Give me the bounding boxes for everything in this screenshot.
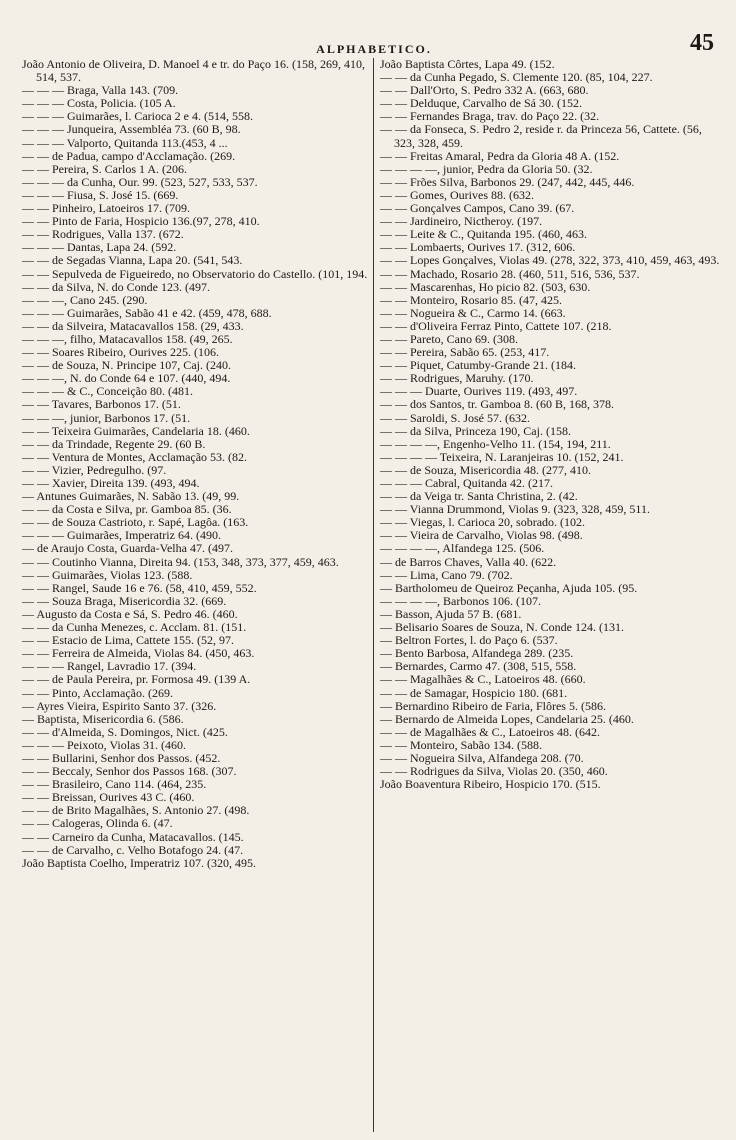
running-title: ALPHABETICO. [316,42,432,56]
directory-entry: — — Coutinho Vianna, Direita 94. (153, 348, 373, 377, 459, 463. [22,554,339,569]
directory-entry: — — de Souza, N. Principe 107, Caj. (240. [22,358,231,373]
directory-entry: — — —, filho, Matacavallos 158. (49, 265. [22,331,233,346]
directory-entry: — de Barros Chaves, Valla 40. (622. [380,554,557,569]
page-header [22,14,726,58]
directory-entry: — — Nogueira Silva, Alfandega 208. (70. [380,750,584,765]
directory-entry: — — Leite & C., Quitanda 195. (460, 463. [380,227,587,242]
directory-entry: — — Guimarães, Violas 123. (588. [22,567,193,582]
directory-entry: — Bernardes, Carmo 47. (308, 515, 558. [380,659,577,674]
directory-entry: — — — Braga, Valla 143. (709. [22,83,179,98]
directory-entry: — — — Cabral, Quitanda 42. (217. [380,476,553,490]
directory-entry: — — Rodrigues, Maruhy. (170. [380,371,534,386]
directory-entry: — — — Dantas, Lapa 24. (592. [22,240,177,255]
directory-entry: — — Tavares, Barbonos 17. (51. [22,397,181,412]
directory-entry: — — Ferreira de Almeida, Violas 84. (450, 463. [22,646,255,661]
directory-entry: — — —, Cano 245. (290. [22,292,148,307]
directory-entry: — — Rodrigues, Valla 137. (672. [22,227,184,242]
directory-entry: — — Pereira, S. Carlos 1 A. (206. [22,161,187,176]
directory-entry: — — — Guimarães, l. Carioca 2 e 4. (514, 558. [22,109,253,124]
directory-entry: João Baptista Côrtes, Lapa 49. (152. [380,58,555,71]
directory-entry: — de Araujo Costa, Guarda-Velha 47. (497. [22,541,233,556]
directory-entry: — — Mascarenhas, Ho picio 82. (503, 630. [380,279,591,294]
directory-entry: — Bernardo de Almeida Lopes, Candelaria 25. (460. [380,711,634,726]
directory-entry: — — d'Oliveira Ferraz Pinto, Cattete 107. (218. [380,318,612,333]
directory-entry: — Bernardino Ribeiro de Faria, Flôres 5. (586. [380,698,606,713]
directory-entry: — — da Costa e Silva, pr. Gamboa 85. (36. [22,502,232,517]
directory-entry: — — de Segadas Vianna, Lapa 20. (541, 543. [22,253,243,268]
directory-entry: — Beltron Fortes, l. do Paço 6. (537. [380,633,558,648]
directory-entry: — Ayres Vieira, Espirito Santo 37. (326. [22,698,217,713]
directory-entry: — — — Guimarães, Imperatriz 64. (490. [22,528,221,543]
directory-entry: — — — da Cunha, Our. 99. (523, 527, 533, 537. [22,174,258,189]
directory-entry: — — da Silva, Princeza 190, Caj. (158. [380,423,571,438]
directory-entry: — — Soares Ribeiro, Ourives 225. (106. [22,345,219,360]
directory-entry: — — Gomes, Ourives 88. (632. [380,187,534,202]
directory-entry: — — — Peixoto, Violas 31. (460. [22,737,187,752]
directory-entry: — — — Fiusa, S. José 15. (669. [22,187,179,202]
directory-entry: — — Monteiro, Rosario 85. (47, 425. [380,292,562,307]
directory-entry: — Belisario Soares de Souza, N. Conde 124. (131. [380,620,624,635]
directory-entry: — — —, junior, Barbonos 17. (51. [22,410,191,425]
directory-entry: — — Pinheiro, Latoeiros 17. (709. [22,201,190,216]
directory-entry: — — de Paula Pereira, pr. Formosa 49. (139 A. [22,672,251,687]
directory-entry: — — Saroldi, S. José 57. (632. [380,410,530,425]
directory-entry: — — — —, Barbonos 106. (107. [380,593,541,608]
directory-entry: — — — —, Engenho-Velho 11. (154, 194, 211. [380,436,611,451]
directory-entry: — — Lopes Gonçalves, Violas 49. (278, 322, 373, 410, 459, 463, 493. [380,253,720,268]
directory-entry: — — Brasileiro, Cano 114. (464, 235. [22,777,207,792]
directory-entry: — — Delduque, Carvalho de Sá 30. (152. [380,96,582,111]
right-column [374,58,725,1132]
directory-entry: — — — Valporto, Quitanda 113.(453, 4 ... [22,135,228,150]
directory-entry: — — Estacio de Lima, Cattete 155. (52, 97. [22,633,234,648]
directory-entry: — — Piquet, Catumby-Grande 21. (184. [380,358,576,373]
directory-entry: — — Freitas Amaral, Pedra da Gloria 48 A. (152. [380,148,620,163]
directory-entry: — — de Samagar, Hospicio 180. (681. [380,685,568,700]
directory-entry: — — da Cunha Pegado, S. Clemente 120. (85, 104, 227. [380,70,653,85]
directory-entry: — — Monteiro, Sabão 134. (588. [380,737,542,752]
directory-entry: — — Machado, Rosario 28. (460, 511, 516, 536, 537. [380,266,640,281]
directory-entry: — — de Souza Castrioto, r. Sapé, Lagôa. (163. [22,515,249,530]
directory-entry: — — Lima, Cano 79. (702. [380,567,513,582]
directory-entry: — — Lombaerts, Ourives 17. (312, 606. [380,240,576,255]
directory-entry: — — Teixeira Guimarães, Candelaria 18. (460. [22,423,250,438]
directory-entry: — — — —, junior, Pedra da Gloria 50. (32. [380,161,593,176]
directory-entry: — — de Padua, campo d'Acclamação. (269. [22,148,236,163]
directory-entry: — — — Junqueira, Assembléa 73. (60 B, 98. [22,122,241,137]
directory-entry: — — Vieira de Carvalho, Violas 98. (498. [380,528,583,543]
directory-entry: — Basson, Ajuda 57 B. (681. [380,606,522,621]
directory-entry: — — da Silva, N. do Conde 123. (497. [22,279,210,294]
directory-entry: — — Beccaly, Senhor dos Passos 168. (307. [22,764,237,779]
directory-entry: — — Sepulveda de Figueiredo, no Observatorio do Castello. (101, 194. [22,266,368,281]
directory-entry: João Baptista Coelho, Imperatriz 107. (320, 495. [22,855,256,870]
directory-entry: — — Pinto de Faria, Hospicio 136.(97, 278, 410. [22,214,260,229]
directory-entry: — — Vianna Drummond, Violas 9. (323, 328, 459, 511. [380,502,650,517]
directory-entry: — — Xavier, Direita 139. (493, 494. [22,476,200,490]
directory-entry: — — Nogueira & C., Carmo 14. (663. [380,305,566,320]
directory-entry: — — de Magalhães & C., Latoeiros 48. (642. [380,724,600,739]
directory-entry: — — Pareto, Cano 69. (308. [380,331,518,346]
directory-entry: — — Bullarini, Senhor dos Passos. (452. [22,750,221,765]
directory-entry: — — Frões Silva, Barbonos 29. (247, 442, 445, 446. [380,174,635,189]
left-column [22,58,373,1132]
directory-entry: — — Fernandes Braga, trav. do Paço 22. (32. [380,109,600,124]
directory-entry: — Bento Barbosa, Alfandega 289. (235. [380,646,574,661]
directory-entry: — — de Souza, Misericordia 48. (277, 410. [380,462,591,477]
directory-entry: — — — Rangel, Lavradio 17. (394. [22,659,197,674]
directory-entry: — — d'Almeida, S. Domingos, Nict. (425. [22,724,228,739]
directory-entry: — — Calogeras, Olinda 6. (47. [22,816,173,831]
directory-entry: — — — Costa, Policia. (105 A. [22,96,176,111]
directory-entry: — — — Duarte, Ourives 119. (493, 497. [380,384,578,399]
directory-entry: — — Pereira, Sabão 65. (253, 417. [380,345,550,360]
directory-entry: — — Vizier, Pedregulho. (97. [22,462,167,477]
directory-entry: — — Viegas, l. Carioca 20, sobrado. (102. [380,515,586,530]
directory-entry: — — da Silveira, Matacavallos 158. (29, 433. [22,318,244,333]
directory-entry: — — Jardineiro, Nictheroy. (197. [380,214,543,229]
directory-entry: — — Pinto, Acclamação. (269. [22,685,173,700]
directory-entry: João Antonio de Oliveira, D. Manoel 4 e tr. do Paço 16. (158, 269, 410, 514, 537. [22,58,365,85]
directory-entry: — Baptista, Misericordia 6. (586. [22,711,184,726]
page-number: 45 [690,30,714,56]
directory-entry: — — de Brito Magalhães, S. Antonio 27. (498. [22,803,250,818]
directory-entry: — Antunes Guimarães, N. Sabão 13. (49, 99. [22,489,240,504]
directory-entry: — — da Fonseca, S. Pedro 2, reside r. da Princeza 56, Cattete. (56, 323, 328, 459. [380,122,702,150]
directory-entry: — — Gonçalves Campos, Cano 39. (67. [380,201,575,216]
directory-entry: — — da Veiga tr. Santa Christina, 2. (42. [380,489,578,504]
directory-entry: — — da Cunha Menezes, c. Acclam. 81. (151. [22,620,247,635]
directory-entry: — — Rodrigues da Silva, Violas 20. (350, 460. [380,764,608,779]
directory-entry: — — Ventura de Montes, Acclamação 53. (82. [22,449,248,464]
directory-entry: — — —, N. do Conde 64 e 107. (440, 494. [22,371,231,386]
directory-entry: — — — Guimarães, Sabão 41 e 42. (459, 478, 688. [22,305,272,320]
directory-entry: — — Rangel, Saude 16 e 76. (58, 410, 459, 552. [22,580,257,595]
directory-entry: — — Souza Braga, Misericordia 32. (669. [22,593,227,608]
directory-entry: — Augusto da Costa e Sá, S. Pedro 46. (460. [22,606,238,621]
directory-entry: — — Carneiro da Cunha, Matacavallos. (145. [22,829,244,844]
directory-entry: — — Magalhães & C., Latoeiros 48. (660. [380,672,586,687]
directory-entry: — — — —, Alfandega 125. (506. [380,541,545,556]
two-column-body [22,58,726,1132]
directory-entry: — — da Trindade, Regente 29. (60 B. [22,436,206,451]
directory-entry: — — Dall'Orto, S. Pedro 332 A. (663, 680. [380,83,589,98]
directory-entry: João Boaventura Ribeiro, Hospicio 170. (515. [380,777,601,792]
directory-entry: — — — — Teixeira, N. Laranjeiras 10. (152, 241. [380,449,624,464]
directory-entry: — Bartholomeu de Queiroz Peçanha, Ajuda 105. (95. [380,580,638,595]
directory-entry: — — — & C., Conceição 80. (481. [22,384,193,399]
directory-entry: — — Breissan, Ourives 43 C. (460. [22,790,195,805]
directory-entry: — — dos Santos, tr. Gamboa 8. (60 B, 168, 378. [380,397,614,412]
directory-entry: — — de Carvalho, c. Velho Botafogo 24. (47. [22,842,244,857]
